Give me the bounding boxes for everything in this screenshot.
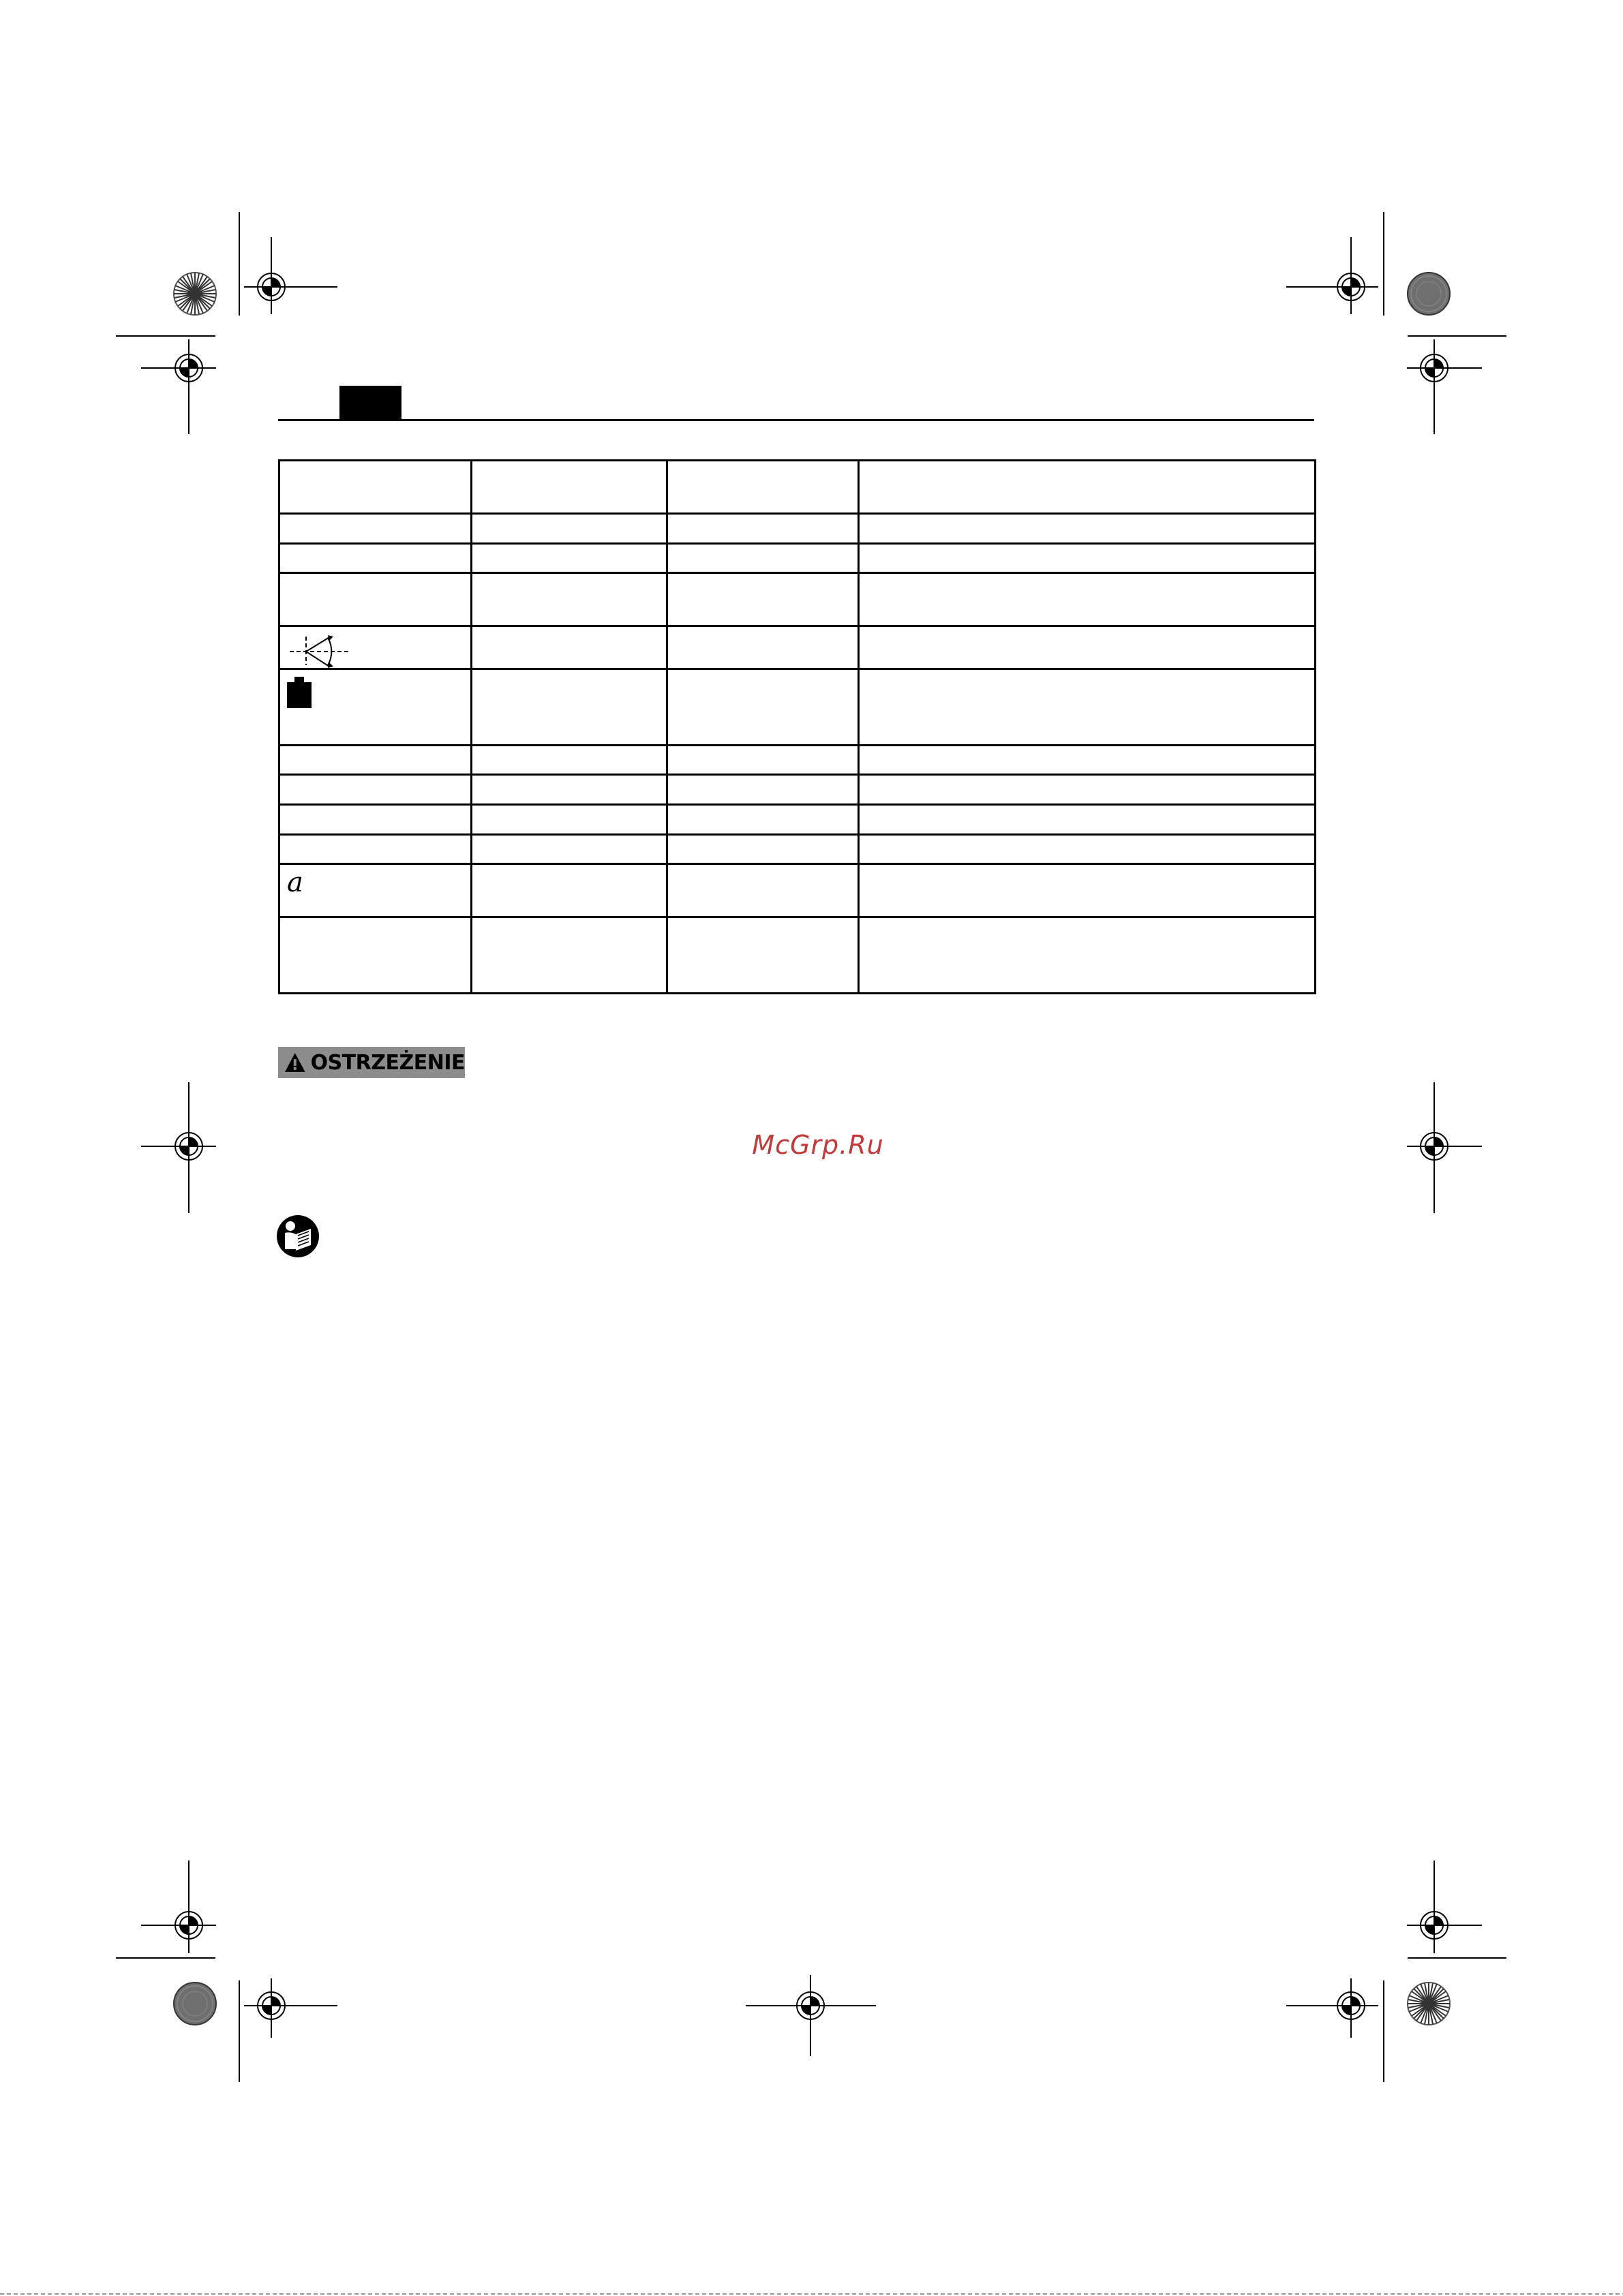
table-cell — [472, 669, 667, 746]
table-cell — [667, 864, 859, 917]
table-cell — [859, 461, 1316, 514]
table-cell — [279, 775, 472, 805]
table-row — [279, 573, 1316, 626]
table-row — [279, 669, 1316, 746]
warning-triangle-icon — [284, 1052, 307, 1073]
table-cell — [472, 573, 667, 626]
table-cell — [859, 626, 1316, 669]
weight-icon — [280, 670, 321, 714]
table-cell — [667, 917, 859, 994]
header-rule — [278, 419, 1314, 421]
table-row — [279, 835, 1316, 864]
table-cell — [859, 746, 1316, 775]
warning-badge — [278, 1047, 465, 1078]
table-row — [279, 626, 1316, 669]
warning-label: OSTRZEŻENIE — [310, 1050, 465, 1075]
table-cell — [859, 864, 1316, 917]
table-row — [279, 805, 1316, 835]
table-cell — [859, 835, 1316, 864]
table-cell — [667, 805, 859, 835]
technical-data-table — [278, 459, 1316, 994]
table-row — [279, 864, 1316, 917]
table-cell — [667, 775, 859, 805]
table-cell — [472, 746, 667, 775]
table-cell — [472, 864, 667, 917]
table-cell — [859, 544, 1316, 573]
table-cell — [279, 514, 472, 544]
table-cell — [279, 573, 472, 626]
table-row — [279, 917, 1316, 994]
table-cell — [279, 864, 472, 917]
table-cell — [667, 835, 859, 864]
alpha-symbol: a — [287, 867, 303, 898]
table-cell — [279, 805, 472, 835]
table-cell — [667, 514, 859, 544]
table-cell — [472, 544, 667, 573]
table-cell — [279, 835, 472, 864]
table-cell — [667, 544, 859, 573]
table-cell — [859, 669, 1316, 746]
table-cell — [279, 626, 472, 669]
table-row — [279, 514, 1316, 544]
table-cell — [667, 461, 859, 514]
table-cell — [667, 669, 859, 746]
read-manual-icon — [275, 1214, 320, 1259]
table-cell — [472, 775, 667, 805]
table-cell — [279, 917, 472, 994]
table-row — [279, 775, 1316, 805]
table-cell — [472, 835, 667, 864]
table-cell — [667, 626, 859, 669]
table-cell — [859, 514, 1316, 544]
watermark: McGrp.Ru — [752, 1130, 884, 1160]
angle-tilt-icon — [280, 627, 355, 668]
table-cell — [279, 746, 472, 775]
table-row — [279, 544, 1316, 573]
table-cell — [472, 917, 667, 994]
table-cell — [279, 669, 472, 746]
table-cell — [667, 573, 859, 626]
table-cell — [472, 461, 667, 514]
table-cell — [859, 573, 1316, 626]
table-cell — [472, 805, 667, 835]
table-row — [279, 746, 1316, 775]
table-cell — [472, 626, 667, 669]
table-cell — [859, 917, 1316, 994]
table-cell — [859, 805, 1316, 835]
language-tab — [339, 386, 401, 420]
table-cell — [279, 544, 472, 573]
table-cell — [472, 514, 667, 544]
table-cell — [859, 775, 1316, 805]
table-cell — [667, 746, 859, 775]
table-cell — [279, 461, 472, 514]
table-row — [279, 461, 1316, 514]
